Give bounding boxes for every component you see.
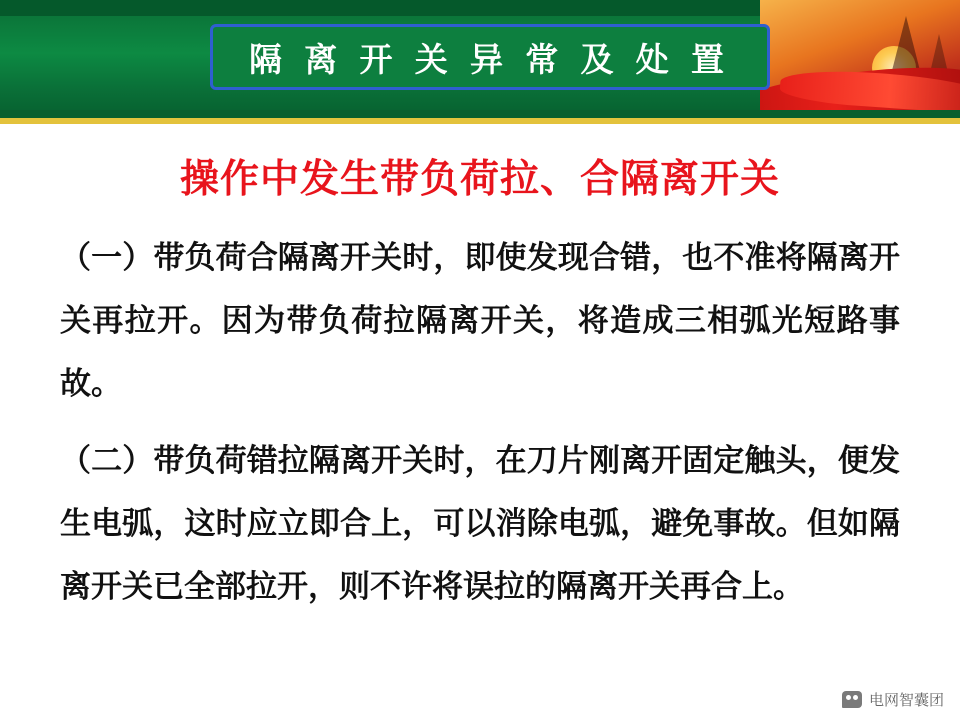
title-plaque: [210, 24, 770, 90]
paragraph-two: （二）带负荷错拉隔离开关时，在刀片刚离开固定触头，便发生电弧，这时应立即合上，可以消除电弧，避免事故。但如隔离开关已全部拉开，则不许将误拉的隔离开关再合上。: [60, 443, 900, 604]
header-artwork: [760, 0, 960, 118]
slide-content: [0, 130, 960, 720]
watermark: [842, 689, 944, 710]
header-accent-line: [0, 118, 960, 124]
header-bottom-line: [0, 110, 960, 118]
page-title: 隔 离 开 关 异 常 及 处 置: [249, 42, 731, 79]
paragraph-one: （一）带负荷合隔离开关时，即使发现合错，也不准将隔离开关再拉开。因为带负荷拉隔离开关，将造成三相弧光短路事故。: [60, 240, 900, 401]
watermark-label: 电网智囊团: [868, 692, 944, 709]
slide-header: [0, 0, 960, 118]
wechat-icon: [842, 691, 862, 708]
header-top-strip: [0, 0, 820, 16]
section-subtitle: 操作中发生带负荷拉、合隔离开关: [179, 158, 780, 201]
